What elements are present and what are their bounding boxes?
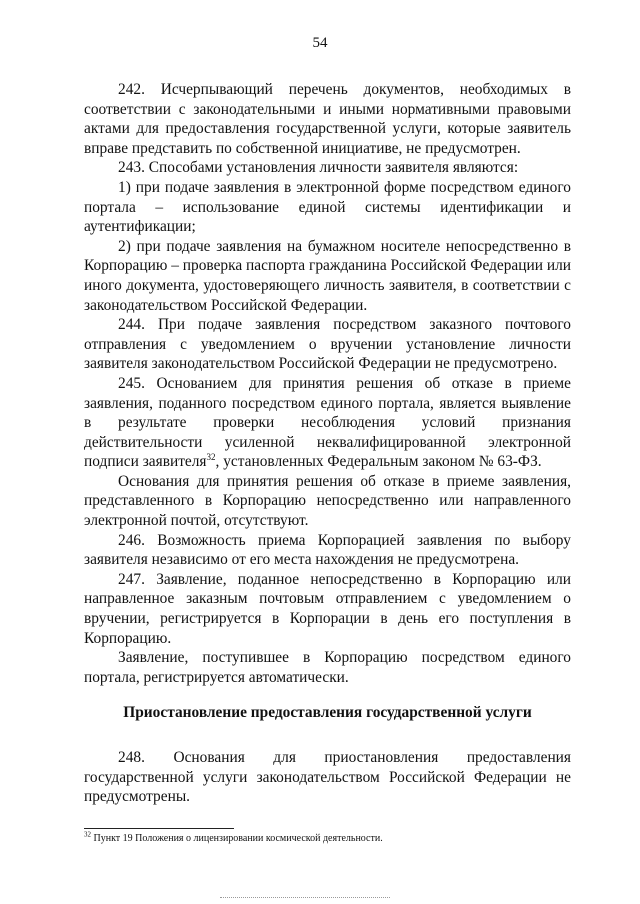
paragraph-244: 244. При подаче заявления посредством заказного почтового отправления с уведомлением о вручении установление личности заявителя законодательством Российской Федерации не предусмотрено. xyxy=(84,316,571,373)
footnote xyxy=(84,832,571,845)
body-text-lower xyxy=(84,748,571,807)
scan-artifact-line xyxy=(220,897,390,898)
paragraph-243: 243. Способами установления личности заявителя являются: xyxy=(118,159,519,177)
footnote-number: 32 xyxy=(84,830,91,839)
paragraph-247: 247. Заявление, поданное непосредственно в Корпорацию или направленное заказным почтовым отправлением с уведомлением о вручении, регистрируется в Корпорации в день его поступления в Корпорацию. xyxy=(84,570,571,647)
paragraph-246: 246. Возможность приема Корпорацией заявления по выбору заявителя независимо от его места нахождения не предусмотрена. xyxy=(84,531,571,569)
paragraph-243-item-1: 1) при подаче заявления в электронной форме посредством единого портала – использование единой системы идентификации и аутентификации; xyxy=(84,178,571,236)
paragraph-245 xyxy=(84,374,571,472)
body-text-upper xyxy=(84,80,571,687)
paragraph-248: 248. Основания для приостановления предоставления государственной услуги законодательством Российской Федерации не предусмотрены. xyxy=(84,749,571,806)
paragraph-245-text: 245. Основанием для принятия решения об отказе в приеме заявления, поданного посредством единого портала, является выявление в результате проверки несоблюдения условий признания действительности усиленной неквалифицированной электронной подписи заявителя xyxy=(84,374,571,471)
footnote-reference: 32 xyxy=(206,452,216,463)
footnote-separator xyxy=(84,828,234,829)
page-number: 54 xyxy=(312,35,328,51)
paragraph-245-tail: , установленных Федеральным законом № 63-ФЗ. xyxy=(215,453,542,471)
paragraph-registration: Заявление, поступившее в Корпорацию посредством единого портала, регистрируется автоматически. xyxy=(84,649,571,686)
paragraph-refusal-grounds: Основания для принятия решения об отказе в приеме заявления, представленного в Корпорацию непосредственно или направленного электронной почтой, отсутствуют. xyxy=(84,472,571,530)
paragraph-243-item-2: 2) при подаче заявления на бумажном носителе непосредственно в Корпорацию – проверка паспорта гражданина Российской Федерации или иного документа, удостоверяющего личность заявителя, в соответствии с законодательством Российской Федерации. xyxy=(84,237,571,314)
section-heading: Приостановление предоставления государственной услуги xyxy=(123,704,532,721)
footnote-text: Пункт 19 Положения о лицензировании космической деятельности. xyxy=(91,833,383,844)
paragraph-242: 242. Исчерпывающий перечень документов, необходимых в соответствии с законодательными и иными нормативными правовыми актами для предоставления государственной услуги, которые заявитель вправе представить по собственной инициативе, не предусмотрен. xyxy=(84,81,571,157)
